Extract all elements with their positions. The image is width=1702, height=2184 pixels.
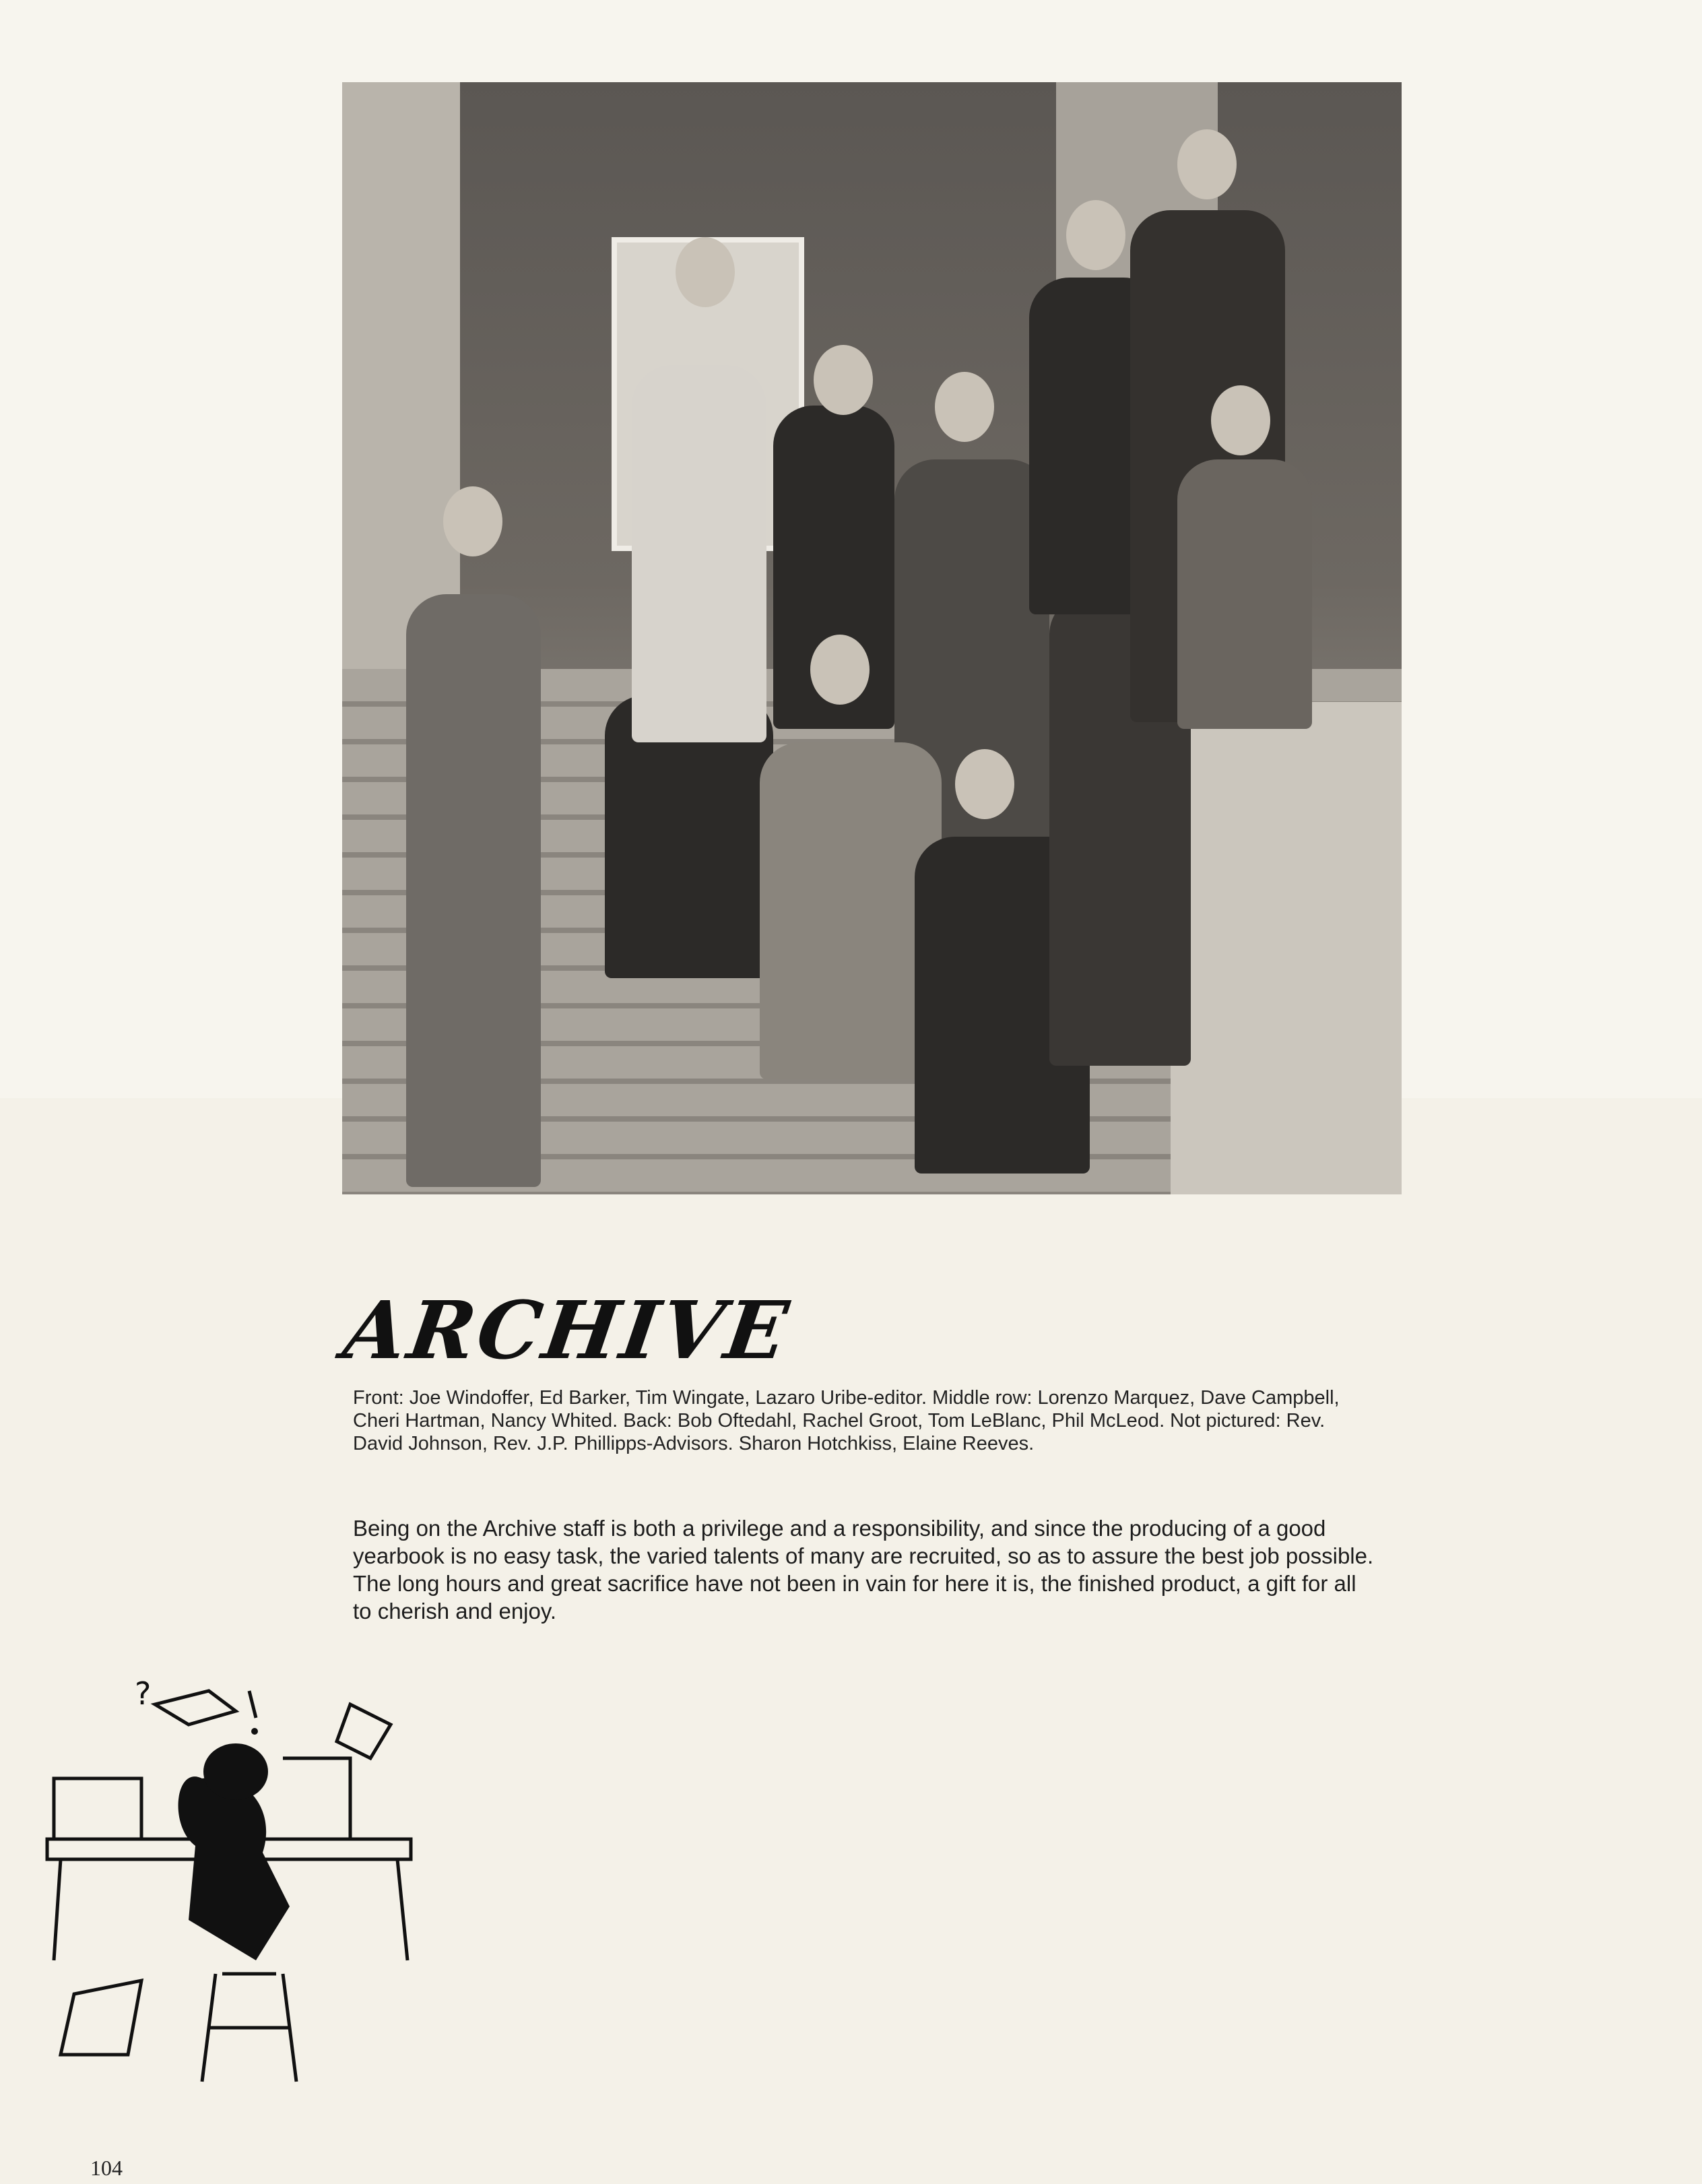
section-title: ARCHIVE — [338, 1283, 796, 1377]
lamp-shade — [155, 1691, 236, 1725]
page-number: 104 — [90, 2156, 123, 2180]
cartoon-illustration — [34, 1677, 431, 2095]
photo-ledge — [1171, 702, 1402, 1194]
photo-person-head — [1177, 129, 1237, 199]
photo-person-head — [676, 237, 735, 307]
editor-figure — [178, 1776, 290, 1960]
photo-person — [1177, 459, 1312, 729]
photo-person-head — [1066, 200, 1125, 270]
body-paragraph: Being on the Archive staff is both a privilege and a responsibility, and since the producing of a good yearbook is no easy task, the varied talents of many are recruited, so as to assure the best job possible. The long hours and great sacrifice have not been in vain for here it is, the finished product, a gift for all to cherish and enjoy. — [353, 1516, 1374, 1624]
photo-person-head — [1211, 385, 1270, 455]
photo-person — [406, 594, 541, 1187]
group-photo — [342, 82, 1402, 1194]
desk-cubby — [54, 1778, 141, 1839]
paper-pile — [61, 1981, 141, 2055]
exclamation-dot — [251, 1728, 258, 1735]
photo-person-head — [810, 635, 870, 705]
photo-caption: Front: Joe Windoffer, Ed Barker, Tim Wingate, Lazaro Uribe-editor. Middle row: Lorenzo Marquez, Dave Campbell, Cheri Hartman, Nancy Whited. Back: Bob Oftedahl, Rachel Groot, Tom LeBlanc, Phil McLeod. Not pictured: Rev. David Johnson, Rev. J.P. Phillipps-Advisors. Sharon Hotchkiss, Elaine Reeves. — [353, 1387, 1340, 1454]
exclamation-stroke — [249, 1691, 256, 1718]
book-stack — [283, 1758, 350, 1839]
photo-person-head — [443, 486, 502, 556]
photo-person — [632, 365, 766, 742]
photo-person-head — [955, 749, 1014, 819]
editor-head — [203, 1743, 268, 1800]
photo-person-head — [814, 345, 873, 415]
question-mark-icon: ? — [135, 1677, 152, 1712]
flying-paper — [337, 1704, 391, 1758]
stool — [202, 1974, 296, 2082]
photo-person-head — [935, 372, 994, 442]
